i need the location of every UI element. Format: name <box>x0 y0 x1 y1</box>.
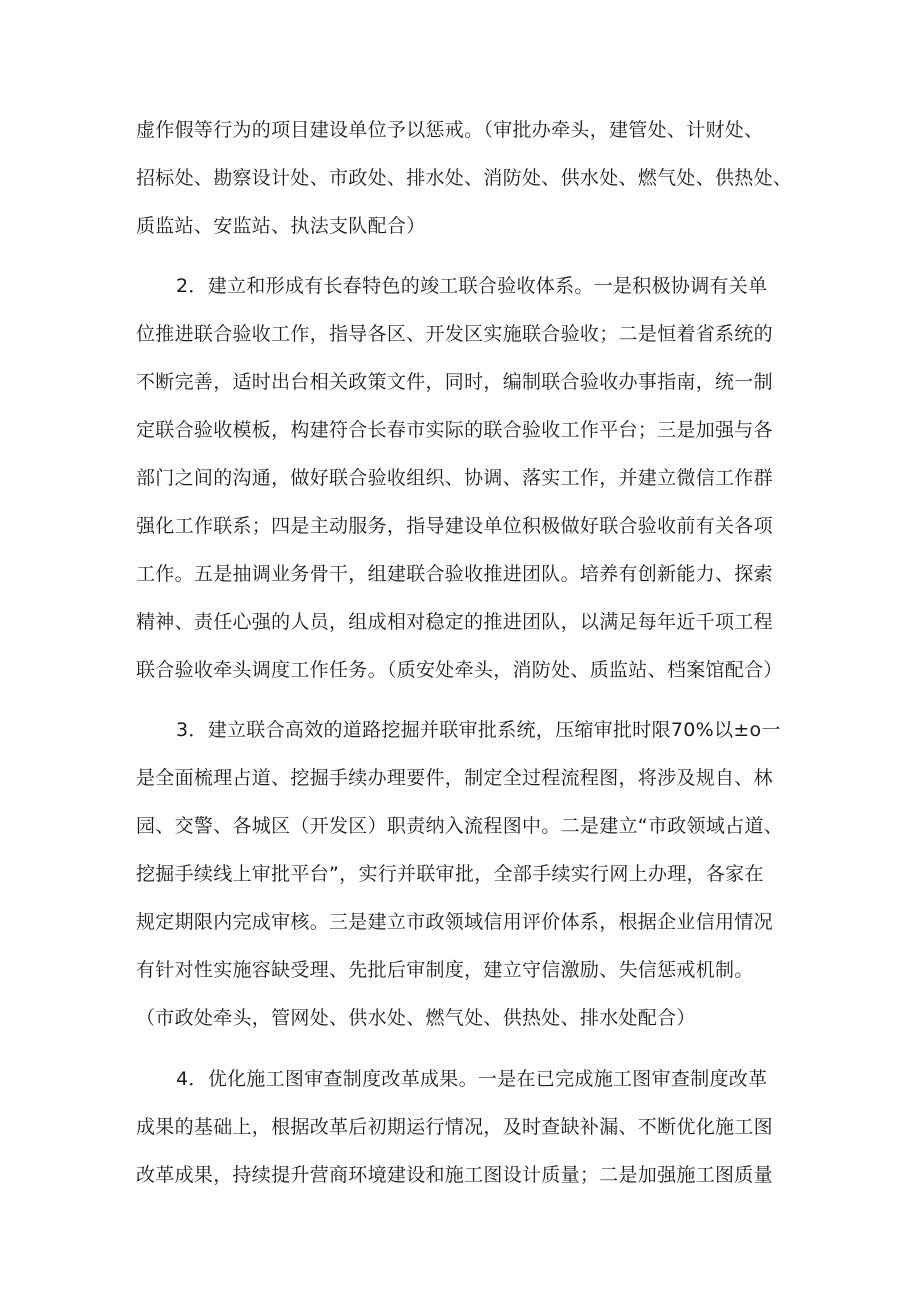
paragraph-2-heading: 2．建立和形成有长春特色的竣工联合验收体系。一是积极协调有关单 <box>176 275 768 297</box>
text-line: 工作。五是抽调业务骨干，组建联合验收推进团队。培养有创新能力、探索 <box>136 563 773 585</box>
text-line: 位推进联合验收工作，指导各区、开发区实施联合验收；二是恒着省系统的 <box>136 323 773 345</box>
text-line: 规定期限内完成审核。三是建立市政领域信用评价体系，根据企业信用情况 <box>136 911 773 933</box>
text-line: 质监站、安监站、执法支队配合） <box>136 215 426 237</box>
text-line: 挖掘手续线上审批平台”，实行并联审批，全部手续实行网上办理，各家在 <box>136 863 764 885</box>
text-line: 部门之间的沟通，做好联合验收组织、协调、落实工作，并建立微信工作群 <box>136 467 773 489</box>
text-line: 联合验收牵头调度工作任务。（质安处牵头，消防处、质监站、档案馆配合） <box>136 659 783 681</box>
text-line: 强化工作联系；四是主动服务，指导建设单位积极做好联合验收前有关各项 <box>136 515 773 537</box>
text-line: 精神、责任心强的人员，组成相对稳定的推进团队，以满足每年近千项工程 <box>136 611 773 633</box>
text-line: 虚作假等行为的项目建设单位予以惩戒。（审批办牵头，建管处、计财处、 <box>136 119 764 141</box>
text-line: 是全面梳理占道、挖掘手续办理要件，制定全过程流程图，将涉及规自、林 <box>136 767 773 789</box>
text-line: 不断完善，适时出台相关政策文件，同时，编制联合验收办事指南，统一制 <box>136 371 773 393</box>
text-line: （市政处牵头，管网处、供水处、燃气处、供热处、排水处配合） <box>136 1007 696 1029</box>
text-line: 园、交警、各城区（开发区）职责纳入流程图中。二是建立“市政领域占道、 <box>136 815 784 837</box>
text-line: 改革成果，持续提升营商环境建设和施工图设计质量；二是加强施工图质量 <box>136 1164 773 1186</box>
text-line: 成果的基础上，根据改革后初期运行情况，及时查缺补漏、不断优化施工图 <box>136 1116 773 1138</box>
paragraph-3-heading: 3．建立联合高效的道路挖掘并联审批系统，压缩审批时限70%以±o一 <box>176 719 781 741</box>
text-line: 定联合验收模板，构建符合长春市实际的联合验收工作平台；三是加强与各 <box>136 419 773 441</box>
text-line: 有针对性实施容缺受理、先批后审制度，建立守信激励、失信惩戒机制。 <box>136 959 754 981</box>
text-line: 招标处、勘察设计处、市政处、排水处、消防处、供水处、燃气处、供热处、 <box>136 167 793 189</box>
paragraph-4-heading: 4．优化施工图审查制度改革成果。一是在已完成施工图审查制度改革 <box>176 1068 768 1090</box>
